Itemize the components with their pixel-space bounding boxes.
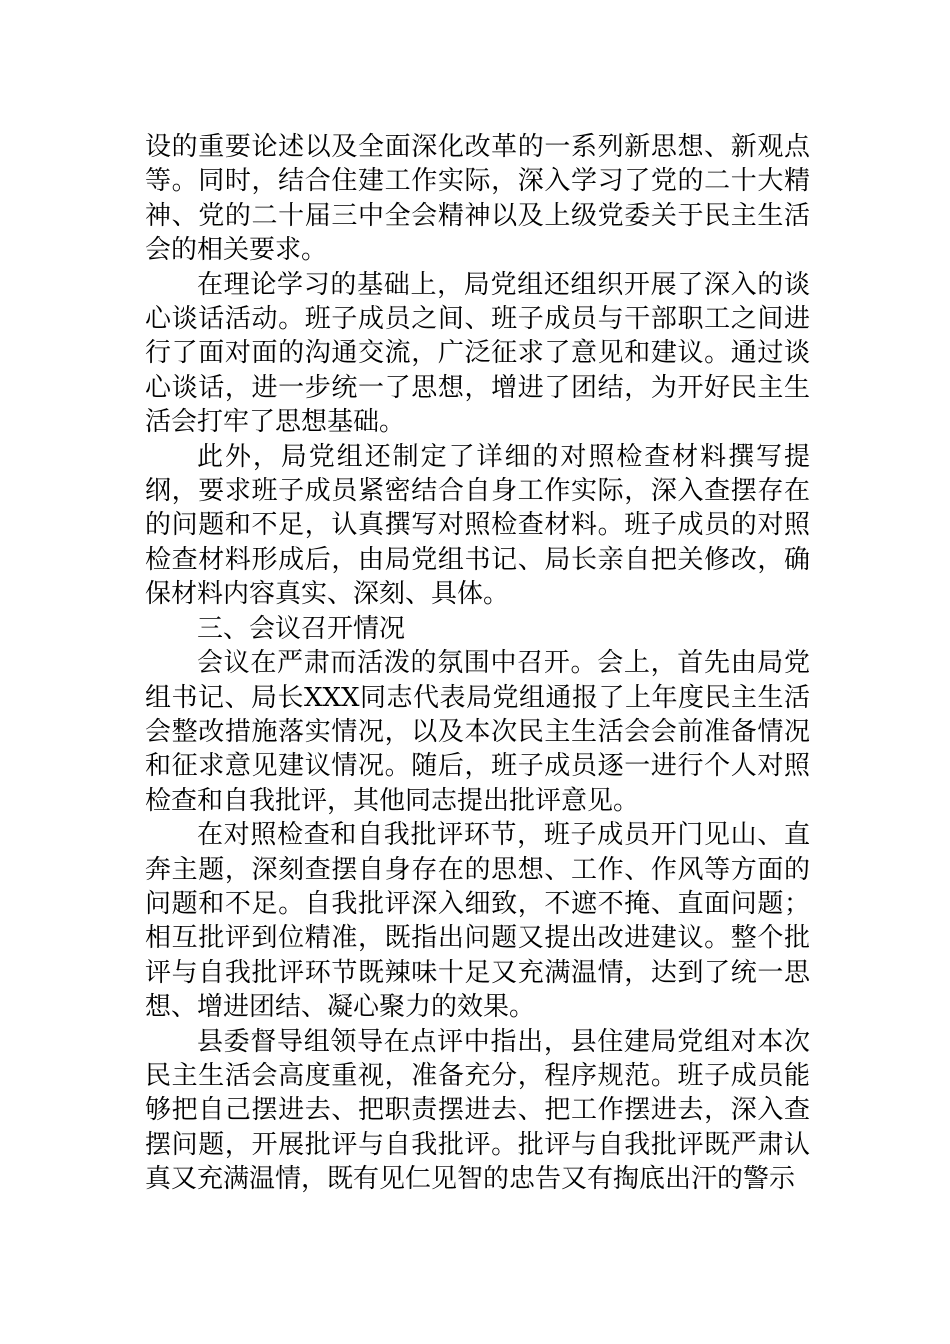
document-body — [145, 130, 810, 1197]
paragraph: 县委督导组领导在点评中指出，县住建局党组对本次民主生活会高度重视，准备充分，程序规范。班子成员能够把自己摆进去、把职责摆进去、把工作摆进去，深入查摆问题，开展批评与自我批评。批评与自我批评既严肃认真又充满温情，既有见仁见智的忠告又有掏底出汗的警示 — [145, 1026, 810, 1195]
paragraph: 会议在严肃而活泼的氛围中召开。会上，首先由局党组书记、局长XXX同志代表局党组通报了上年度民主生活会整改措施落实情况，以及本次民主生活会会前准备情况和征求意见建议情况。随后，班子成员逐一进行个人对照检查和自我批评，其他同志提出批评意见。 — [145, 648, 810, 816]
paragraph: 在理论学习的基础上，局党组还组织开展了深入的谈心谈话活动。班子成员之间、班子成员与干部职工之间进行了面对面的沟通交流，广泛征求了意见和建议。通过谈心谈话，进一步统一了思想，增进了团结，为开好民主生活会打牢了思想基础。 — [145, 269, 810, 438]
section-heading: 三、会议召开情况 — [197, 613, 406, 644]
paragraph: 此外，局党组还制定了详细的对照检查材料撰写提纲，要求班子成员紧密结合自身工作实际，深入查摆存在的问题和不足，认真撰写对照检查材料。班子成员的对照检查材料形成后，由局党组书记、局长亲自把关修改，确保材料内容真实、深刻、具体。 — [145, 441, 810, 610]
paragraph-continued: 设的重要论述以及全面深化改革的一系列新思想、新观点等。同时，结合住建工作实际，深入学习了党的二十大精神、党的二十届三中全会精神以及上级党委关于民主生活会的相关要求。 — [145, 132, 810, 266]
paragraph: 在对照检查和自我批评环节，班子成员开门见山、直奔主题，深刻查摆自身存在的思想、工作、作风等方面的问题和不足。自我批评深入细致，不遮不掩、直面问题；相互批评到位精准，既指出问题又提出改进建议。整个批评与自我批评环节既辣味十足又充满温情，达到了统一思想、增进团结、凝心聚力的效果。 — [145, 820, 810, 1023]
